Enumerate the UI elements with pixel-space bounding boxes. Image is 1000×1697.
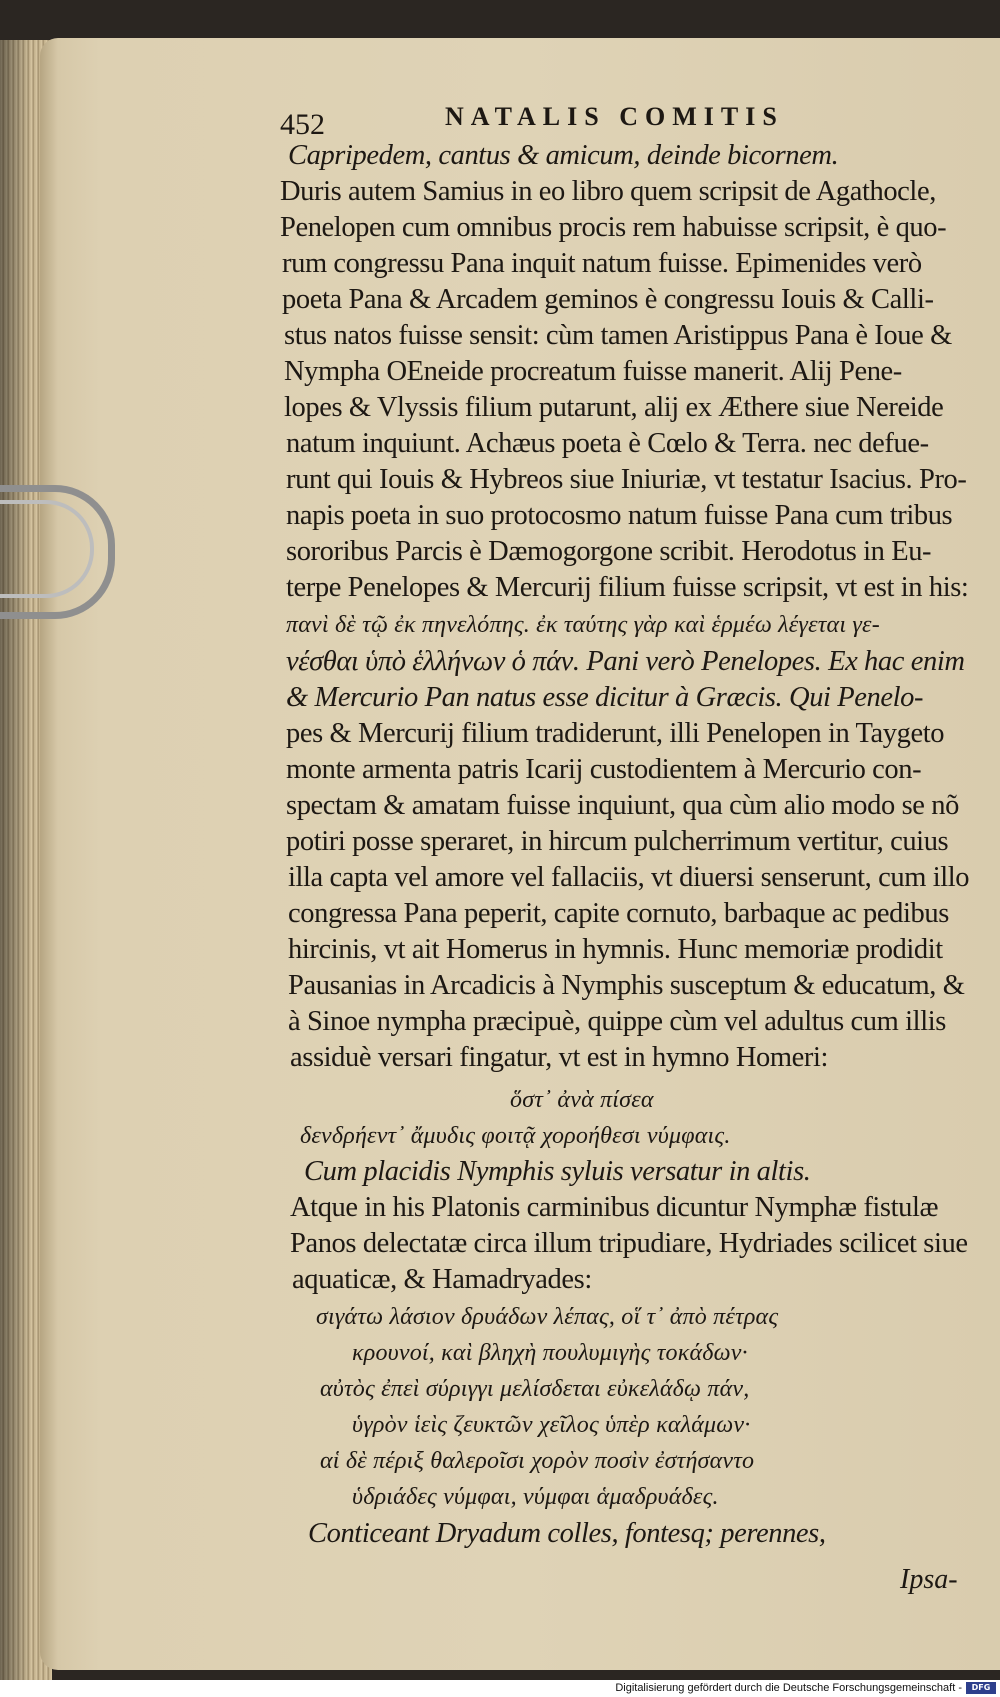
text-line: stus natos fuisse sensit: cùm tamen Aristippus Pana è Ioue & xyxy=(284,320,952,351)
text-line: à Sinoe nympha præcipuè, quippe cùm vel adultus cum illis xyxy=(288,1006,946,1037)
greek-line: αἱ δὲ πέριξ θαλεροῖσι χορὸν ποσὶν ἐστήσαντο xyxy=(320,1448,755,1474)
text-line: & Mercurio Pan natus esse dicitur à Græcis. Qui Penelo- xyxy=(286,682,924,713)
greek-line: ὑγρὸν ἱεὶς ζευκτῶν χεῖλος ὑπὲρ καλάμων· xyxy=(352,1412,751,1438)
text-line: illa capta vel amore vel fallaciis, vt diuersi senserunt, cum illo xyxy=(288,862,970,893)
text-line: pes & Mercurij filium tradiderunt, illi Penelopen in Taygeto xyxy=(286,718,945,749)
text-line: napis poeta in suo protocosmo natum fuisse Pana cum tribus xyxy=(286,500,953,531)
greek-line: ὑδριάδες νύμφαι, νύμφαι ἁμαδρυάδες. xyxy=(352,1484,719,1510)
paper-clip-inner-icon xyxy=(0,500,94,598)
text-line: Duris autem Samius in eo libro quem scripsit de Agathocle, xyxy=(280,176,936,207)
text-line: potiri posse speraret, in hircum pulcherrimum vertitur, cuius xyxy=(286,826,949,857)
text-line: Capripedem, cantus & amicum, deinde bicornem. xyxy=(288,140,839,171)
text-line: Atque in his Platonis carminibus dicuntur Nymphæ fistulæ xyxy=(290,1192,939,1223)
text-line: poeta Pana & Arcadem geminos è congressu Iouis & Calli- xyxy=(282,284,934,315)
greek-line: κρουνοί, καὶ βληχὴ πουλυμιγὴς τοκάδων· xyxy=(352,1340,748,1366)
text-line: sororibus Parcis è Dæmogorgone scribit. Herodotus in Eu- xyxy=(286,536,932,567)
dfg-logo-icon: DFG xyxy=(966,1682,996,1694)
text-line: assiduè versari fingatur, vt est in hymno Homeri: xyxy=(290,1042,829,1073)
catchword: Ipsa- xyxy=(900,1564,958,1595)
text-line: Conticeant Dryadum colles, fontesq; perennes, xyxy=(308,1518,826,1549)
text-line: lopes & Vlyssis filium putarunt, alij ex Æthere siue Nereide xyxy=(284,392,944,423)
text-line: νέσθαι ὑπὸ ἑλλήνων ὁ πάν. Pani verò Penelopes. Ex hac enim xyxy=(286,646,965,677)
text-line: congressa Pana peperit, capite cornuto, barbaque ac pedibus xyxy=(288,898,949,929)
greek-line: αὐτὸς ἐπεὶ σύριγγι μελίσδεται εὐκελάδῳ πάν, xyxy=(320,1376,750,1402)
text-line: monte armenta patris Icarij custodientem à Mercurio con- xyxy=(286,754,922,785)
text-line: Pausanias in Arcadicis à Nymphis susceptum & educatum, & xyxy=(288,970,965,1001)
text-line: natum inquiunt. Achæus poeta è Cœlo & Terra. nec defue- xyxy=(286,428,929,459)
text-line: runt qui Iouis & Hybreos siue Iniuriæ, vt testatur Isacius. Pro- xyxy=(286,464,967,495)
text-line: aquaticæ, & Hamadryades: xyxy=(292,1264,592,1295)
greek-line: ὅστ᾽ ἀνὰ πίσεα xyxy=(510,1087,654,1113)
text-line: spectam & amatam fuisse inquiunt, qua cùm alio modo se nõ xyxy=(286,790,959,821)
text-line: Nympha OEneide procreatum fuisse manerit. Alij Pene- xyxy=(284,356,902,387)
footer-credit: Digitalisierung gefördert durch die Deutsche Forschungsgemeinschaft - xyxy=(615,1682,962,1694)
running-head: NATALIS COMITIS xyxy=(445,102,784,131)
text-line: hircinis, vt ait Homerus in hymnis. Hunc memoriæ prodidit xyxy=(288,934,943,965)
text-line: terpe Penelopes & Mercurij filium fuisse scripsit, vt est in his: xyxy=(286,572,969,603)
page-number: 452 xyxy=(280,108,325,141)
greek-line: δενδρήεντ᾽ ἄμυδις φοιτᾷ χοροήθεσι νύμφαις. xyxy=(300,1123,731,1149)
text-line: rum congressu Pana inquit natum fuisse. Epimenides verò xyxy=(282,248,922,279)
greek-line: σιγάτω λάσιον δρυάδων λέπας, οἵ τ᾽ ἀπὸ πέτρας xyxy=(316,1304,779,1330)
text-line: Panos delectatæ circa illum tripudiare, Hydriades scilicet siue xyxy=(290,1228,968,1259)
text-line: Cum placidis Nymphis syluis versatur in altis. xyxy=(304,1156,811,1187)
text-line: Penelopen cum omnibus procis rem habuisse scripsit, è quo- xyxy=(280,212,947,243)
greek-line: πανὶ δὲ τῷ ἐκ πηνελόπης. ἐκ ταύτης γὰρ καὶ ἑρμέω λέγεται γε- xyxy=(286,612,880,638)
